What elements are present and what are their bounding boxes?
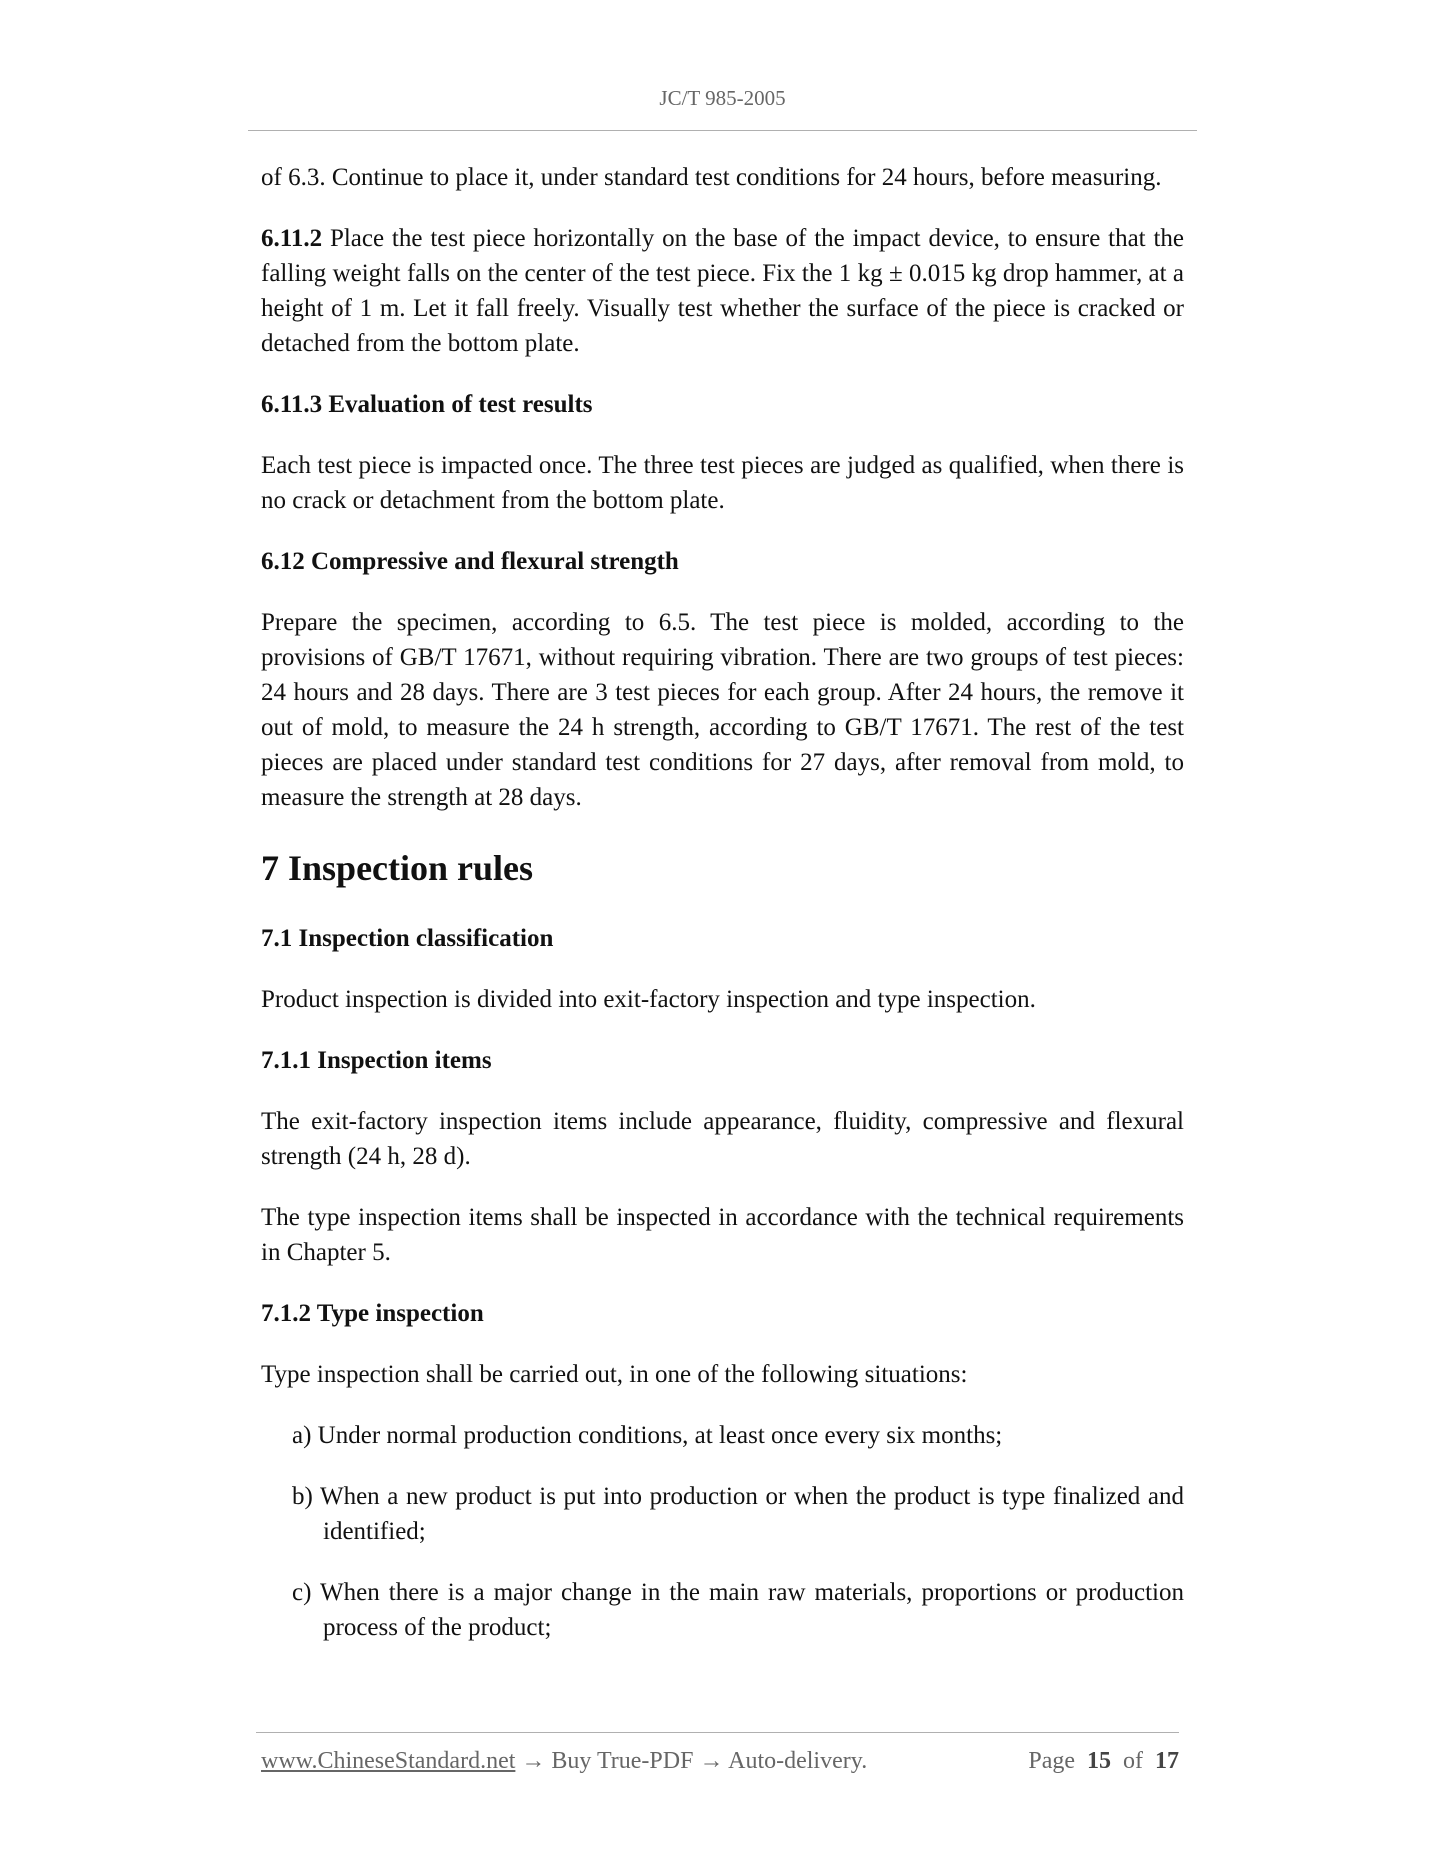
page-current: 15 — [1087, 1748, 1111, 1774]
website-link[interactable]: www.ChineseStandard.net — [261, 1748, 516, 1774]
page-total: 17 — [1155, 1748, 1179, 1774]
page-footer — [261, 1748, 1179, 1775]
paragraph: Prepare the specimen, according to 6.5. The test piece is molded, according to the provisions of GB/T 17671, without requiring vibration. There are two groups of test pieces: 24 hours and 28 days. There are 3 test pieces for each group. After 24 hours, the remove it out of mold, to measure the 24 h strength, according to GB/T 17671. The rest of the test pieces are placed under standard test conditions for 27 days, after removal from mold, to measure the strength at 28 days. — [261, 609, 1184, 811]
paragraph-6-11-2 — [261, 221, 1184, 361]
paragraph: Each test piece is impacted once. The three test pieces are judged as qualified, when there is no crack or detachment from the bottom plate. — [261, 452, 1184, 514]
footer-promo-text: → Buy True-PDF → Auto-delivery. — [515, 1748, 868, 1774]
page-number — [1028, 1748, 1179, 1775]
page-header: JC/T 985-2005 — [659, 86, 786, 110]
footer-divider — [256, 1732, 1179, 1733]
header-divider — [248, 130, 1197, 131]
page-of: of — [1123, 1748, 1143, 1774]
list-item: a) Under normal production conditions, at least once every six months; — [292, 1422, 1003, 1449]
list-item: b) When a new product is put into production or when the product is type finalized and identified; — [292, 1483, 1184, 1545]
list-item: c) When there is a major change in the main raw materials, proportions or production process of the product; — [292, 1579, 1184, 1641]
clause-text: Place the test piece horizontally on the base of the impact device, to ensure that the falling weight falls on the center of the test piece. Fix the 1 kg ± 0.015 kg drop hammer, at a height of 1 m. Let it fall freely. Visually test whether the surface of the piece is cracked or detached from the bottom plate. — [261, 225, 1184, 357]
section-heading: 7.1 Inspection classification — [261, 925, 554, 952]
section-heading: 7.1.1 Inspection items — [261, 1047, 492, 1074]
document-body — [261, 160, 1184, 1671]
paragraph: The type inspection items shall be inspected in accordance with the technical requirements in Chapter 5. — [261, 1204, 1184, 1266]
clause-number: 6.11.2 — [261, 225, 323, 252]
paragraph: The exit-factory inspection items include appearance, fluidity, compressive and flexural strength (24 h, 28 d). — [261, 1108, 1184, 1170]
footer-promo — [261, 1748, 867, 1775]
section-heading: 7.1.2 Type inspection — [261, 1300, 484, 1327]
paragraph: Type inspection shall be carried out, in one of the following situations: — [261, 1361, 968, 1388]
page-label: Page — [1028, 1748, 1075, 1774]
paragraph: Product inspection is divided into exit-factory inspection and type inspection. — [261, 986, 1036, 1013]
section-heading: 6.11.3 Evaluation of test results — [261, 391, 593, 418]
section-heading: 6.12 Compressive and flexural strength — [261, 548, 679, 575]
paragraph: of 6.3. Continue to place it, under standard test conditions for 24 hours, before measuring. — [261, 164, 1162, 191]
chapter-heading: 7 Inspection rules — [261, 848, 534, 888]
